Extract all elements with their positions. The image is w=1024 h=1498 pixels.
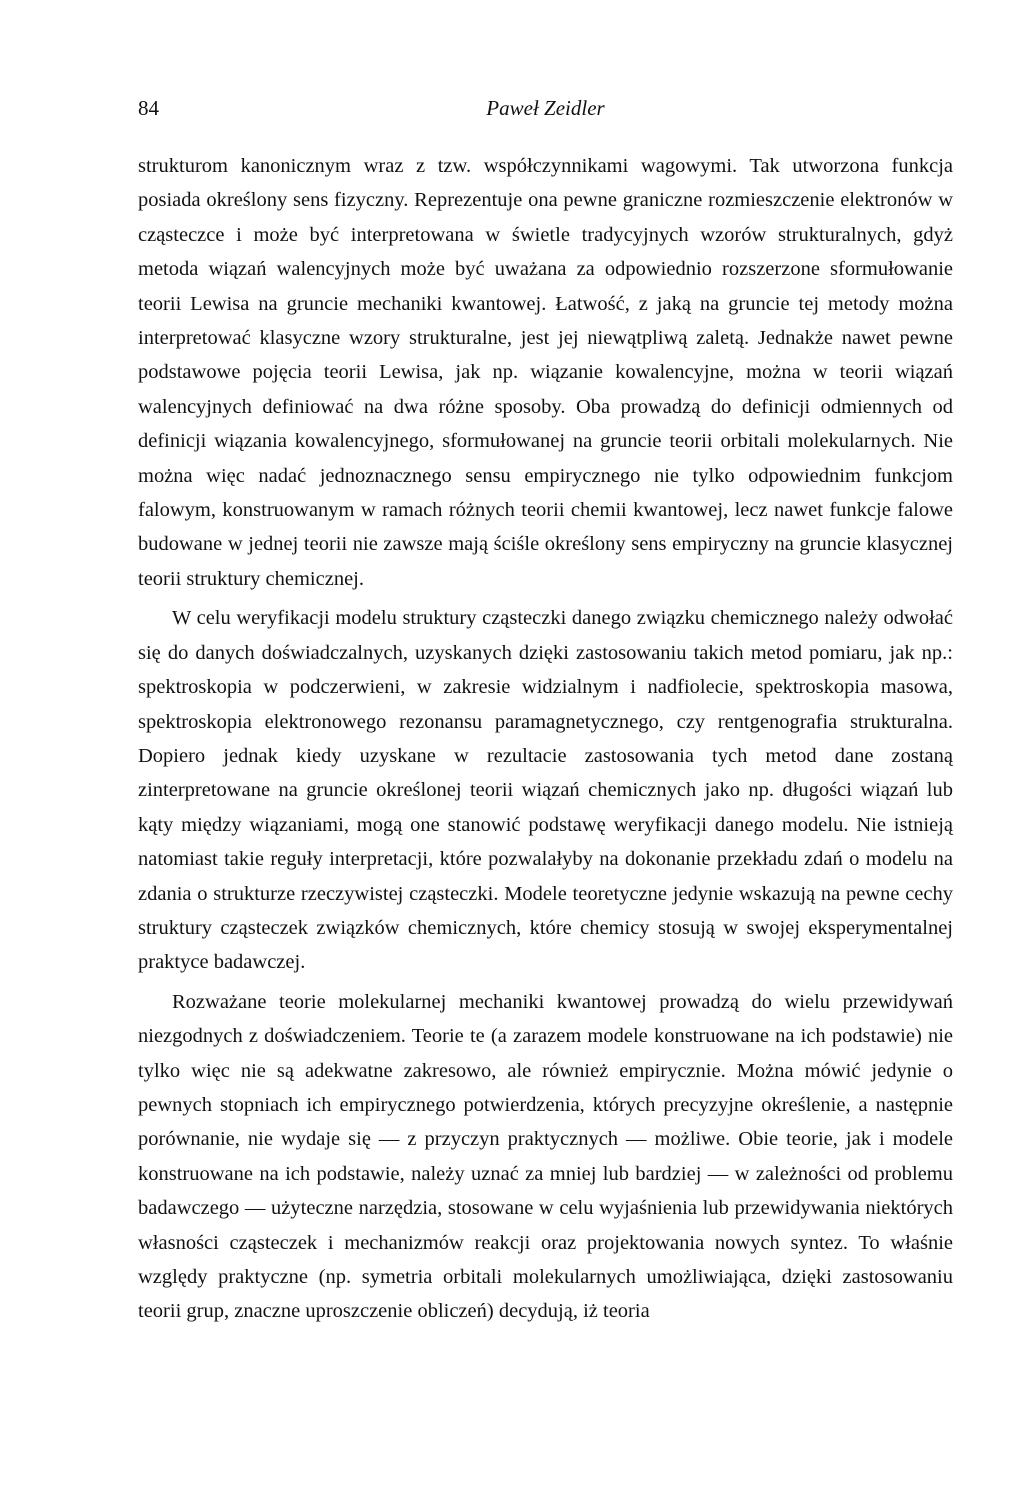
paragraph: Rozważane teorie molekularnej mechaniki kwantowej prowadzą do wielu przewidywań niezgodnych z doświadczeniem. Teorie te (a zarazem modele konstruowane na ich podstawie) nie tylko więc nie są adekwatne zakresowo, ale również empirycznie. Można mówić jedynie o pewnych stopniach ich empirycznego potwierdzenia, których precyzyjne określenie, a następnie porównanie, nie wydaje się — z przyczyn praktycznych — możliwe. Obie teorie, jak i modele konstruowane na ich podstawie, należy uznać za mniej lub bardziej — w zależności od problemu badawczego — użyteczne narzędzia, stosowane w celu wyjaśnienia lub przewidywania niektórych własności cząsteczek i mechanizmów reakcji oraz projektowania nowych syntez. To właśnie względy praktyczne (np. symetria orbitali molekularnych umożliwiająca, dzięki zastosowaniu teorii grup, znaczne uproszczenie obliczeń) decydują, iż teoria — [138, 990, 953, 1323]
paragraph: W celu weryfikacji modelu struktury cząsteczki danego związku chemicznego należy odwołać się do danych doświadczalnych, uzyskanych dzięki zastosowaniu takich metod pomiaru, jak np.: spektroskopia w podczerwieni, w zakresie widzialnym i nadfiolecie, spektroskopia masowa, spektroskopia elektronowego rezonansu paramagnetycznego, czy rentgenografia strukturalna. Dopiero jednak kiedy uzyskane w rezultacie zastosowania tych metod dane zostaną zinterpretowane na gruncie określonej teorii wiązań chemicznych jako np. długości wiązań lub kąty między wiązaniami, mogą one stanowić podstawę weryfikacji danego modelu. Nie istnieją natomiast takie reguły interpretacji, które pozwalałyby na dokonanie przekładu zdań o modelu na zdania o strukturze rzeczywistej cząsteczki. Modele teoretyczne jedynie wskazują na pewne cechy struktury cząsteczek związków chemicznych, które chemicy stosują w swojej eksperymentalnej praktyce badawczej. — [138, 607, 953, 974]
running-head-author: Paweł Zeidler — [486, 96, 605, 120]
main-text — [138, 149, 953, 1329]
page-number: 84 — [138, 96, 159, 120]
paragraph-continued: strukturom kanonicznym wraz z tzw. współczynnikami wagowymi. Tak utworzona funkcja posiada określony sens fizyczny. Reprezentuje ona pewne graniczne rozmieszczenie elektronów w cząsteczce i może być interpretowana w świetle tradycyjnych wzorów strukturalnych, gdyż metoda wiązań walencyjnych może być uważana za odpowiednio rozszerzone sformułowanie teorii Lewisa na gruncie mechaniki kwantowej. Łatwość, z jaką na gruncie tej metody można interpretować klasyczne wzory strukturalne, jest jej niewątpliwą zaletą. Jednakże nawet pewne podstawowe pojęcia teorii Lewisa, jak np. wiązanie kowalencyjne, można w teorii wiązań walencyjnych definiować na dwa różne sposoby. Oba prowadzą do definicji odmiennych od definicji wiązania kowalencyjnego, sformułowanej na gruncie teorii orbitali molekularnych. Nie można więc nadać jednoznacznego sensu empirycznego nie tylko odpowiednim funkcjom falowym, konstruowanym w ramach różnych teorii chemii kwantowej, lecz nawet funkcje falowe budowane w jednej teorii nie zawsze mają ściśle określony sens empiryczny na gruncie klasycznej teorii struktury chemicznej. — [138, 155, 953, 590]
running-header — [138, 96, 953, 128]
